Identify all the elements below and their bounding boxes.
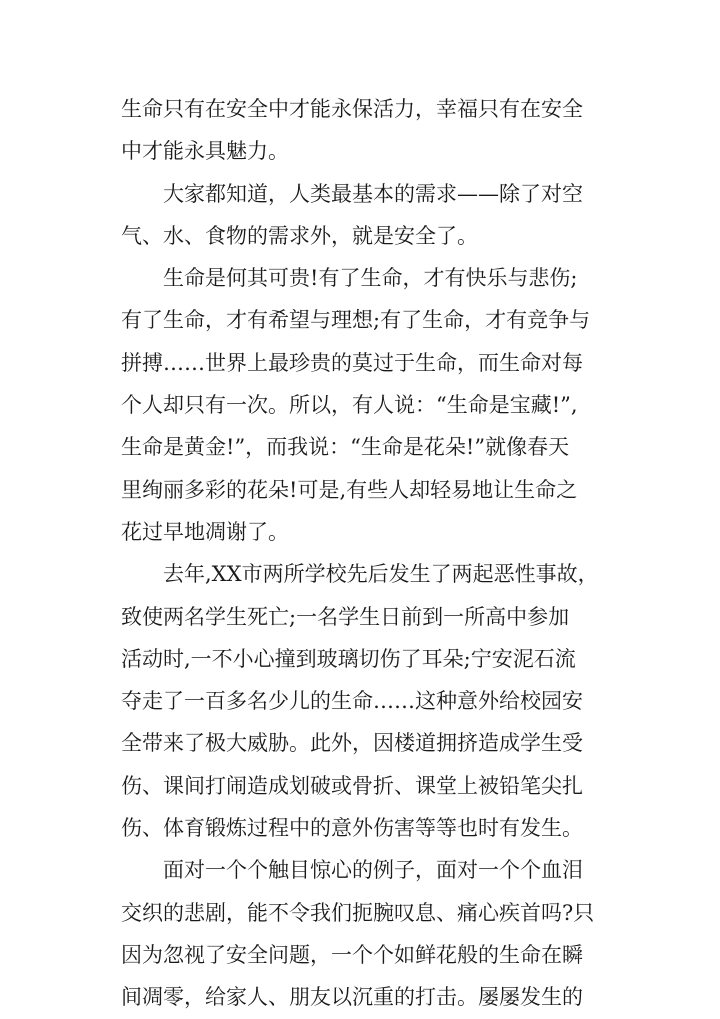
text-line: 致使两名学生死亡;一名学生日前到一所高中参加: [121, 604, 570, 629]
document-body: [121, 88, 601, 1019]
text-line: 生命是黄金!”，而我说：“生命是花朵!”就像春天: [121, 435, 570, 460]
text-line: 伤、体育锻炼过程中的意外伤害等等也时有发生。: [121, 816, 583, 841]
text-line: 气、水、食物的需求外，就是安全了。: [121, 223, 478, 248]
text-line: 去年,XX市两所学校先后发生了两起恶性事故，: [163, 562, 599, 587]
text-line: 里绚丽多彩的花朵!可是,有些人却轻易地让生命之: [121, 477, 578, 502]
text-line: 拼搏……世界上最珍贵的莫过于生命，而生命对每: [121, 350, 583, 375]
text-line: 大家都知道，人类最基本的需求——除了对空: [163, 181, 583, 206]
text-line: 有了生命，才有希望与理想;有了生命，才有竞争与: [121, 308, 591, 333]
text-line: 生命是何其可贵!有了生命，才有快乐与悲伤;: [163, 266, 578, 291]
text-line: 个人却只有一次。所以，有人说：“生命是宝藏!”,: [121, 393, 578, 418]
text-line: 因为忽视了安全问题，一个个如鲜花般的生命在瞬: [121, 942, 583, 967]
text-line: 间凋零，给家人、朋友以沉重的打击。屡屡发生的: [121, 985, 583, 1010]
text-line: 中才能永具魅力。: [121, 139, 289, 164]
text-line: 全带来了极大威胁。此外，因楼道拥挤造成学生受: [121, 731, 583, 756]
text-line: 活动时,一不小心撞到玻璃切伤了耳朵;宁安泥石流: [121, 646, 576, 671]
text-line: 花过早地凋谢了。: [121, 519, 289, 544]
text-line: 面对一个个触目惊心的例子，面对一个个血泪: [163, 858, 583, 883]
text-line: 伤、课间打闹造成划破或骨折、课堂上被铅笔尖扎: [121, 773, 583, 798]
text-line: 夺走了一百多名少儿的生命……这种意外给校园安: [121, 689, 583, 714]
text-line: 生命只有在安全中才能永保活力，幸福只有在安全: [121, 97, 583, 121]
text-line: 交织的悲剧，能不令我们扼腕叹息、痛心疾首吗?只: [121, 900, 595, 925]
